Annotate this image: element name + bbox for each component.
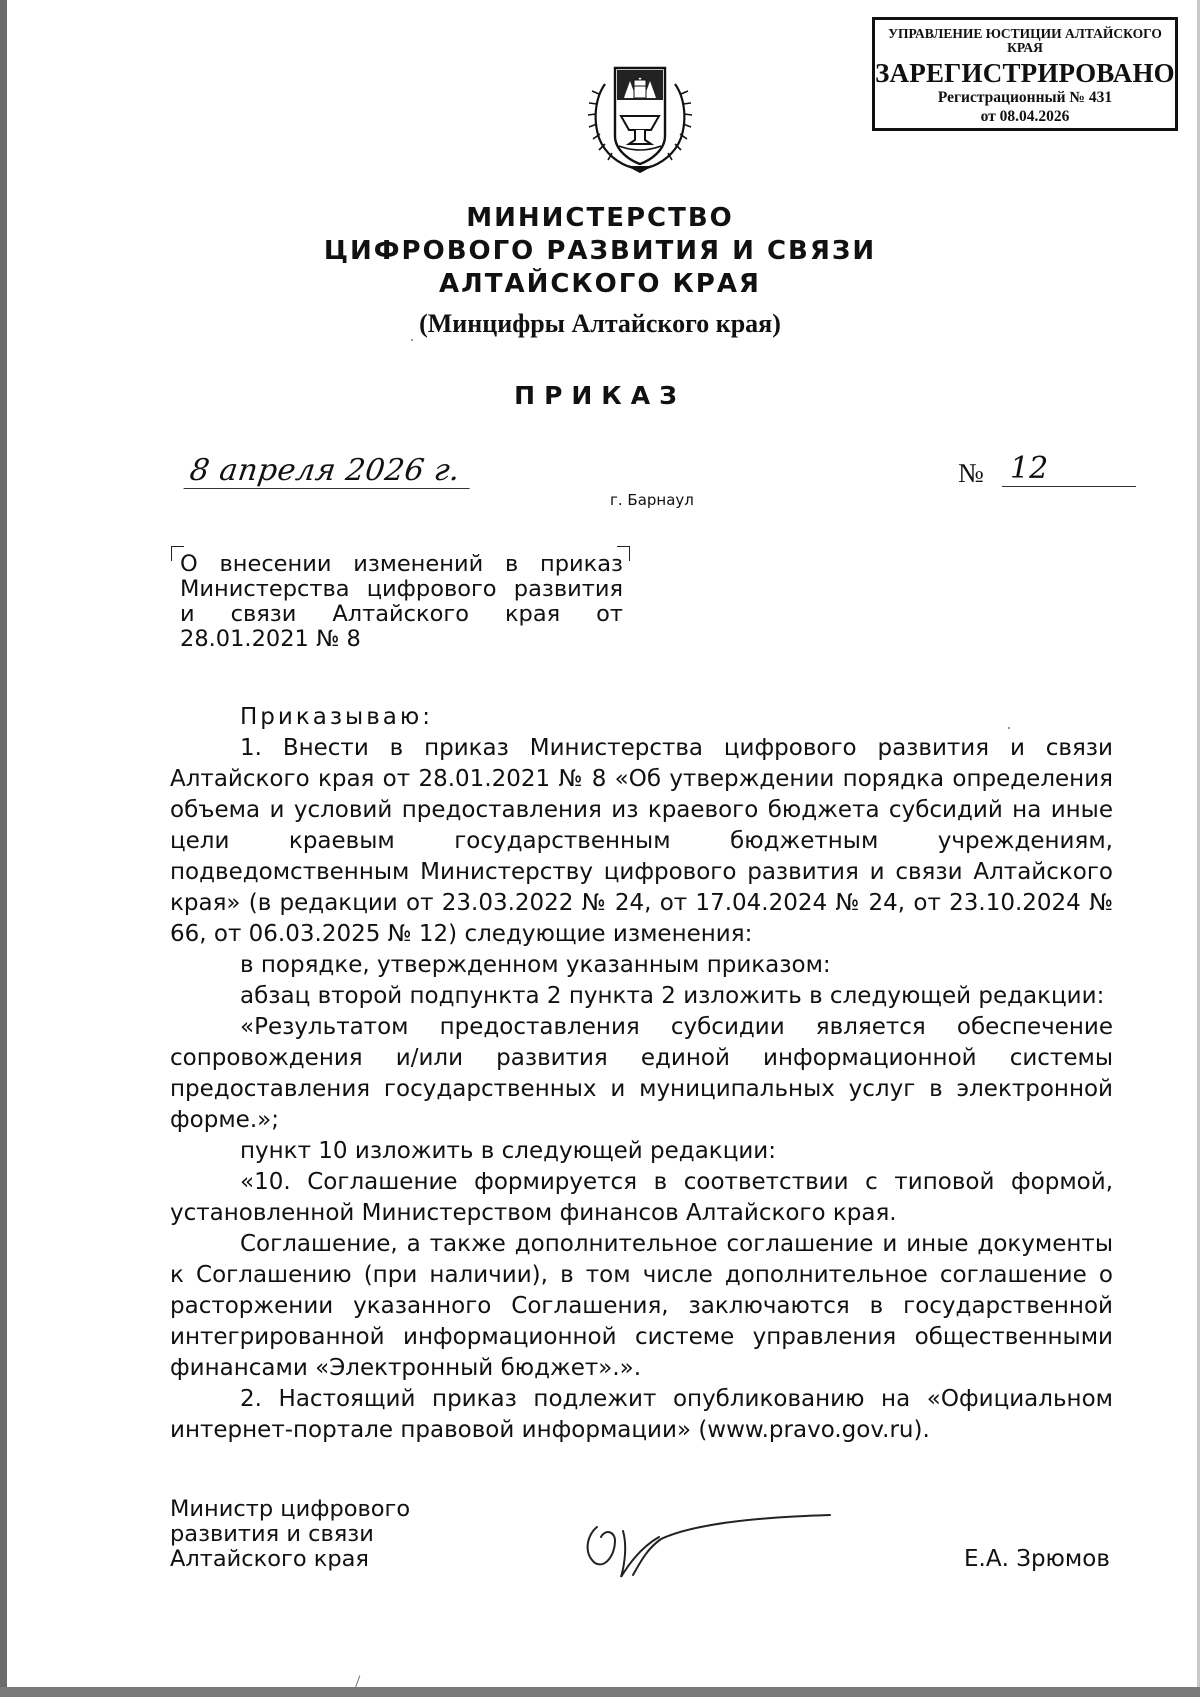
signer-position-line-2: развития и связи <box>170 1521 374 1547</box>
body-paragraph-6: «10. Соглашение формируется в соответствии с типовой формой, установленной Министерством финансов Алтайского края. <box>170 1169 1113 1226</box>
signer-position-line-3: Алтайского края <box>170 1546 369 1572</box>
order-body <box>170 702 1113 1446</box>
ministry-short-name: (Минцифры Алтайского края) <box>419 309 781 338</box>
order-date-handwritten: 8 апреля 2026 г. <box>184 454 475 489</box>
coat-of-arms-icon <box>585 58 695 178</box>
body-paragraph-3: абзац второй подпункта 2 пункта 2 изложить в следующей редакции: <box>240 983 1105 1009</box>
scan-speck <box>1008 727 1010 729</box>
scan-edge-bottom <box>0 1687 1200 1697</box>
body-paragraph-7: Соглашение, а также дополнительное соглашение и иные документы к Соглашению (при наличии), в том числе дополнительное соглашение о расторжении указанного Соглашения, заключаются в государственной интегрированной информационной системе управления общественными финансами «Электронный бюджет».». <box>170 1231 1113 1381</box>
body-lead: Приказываю: <box>240 704 433 730</box>
order-title: ПРИКАЗ <box>514 381 686 410</box>
ministry-name <box>0 202 1200 301</box>
scan-speck <box>411 339 413 341</box>
signer-name: Е.А. Зрюмов <box>964 1546 1110 1572</box>
signer-position <box>170 1497 410 1572</box>
body-paragraph-5: пункт 10 изложить в следующей редакции: <box>240 1138 776 1164</box>
handwritten-signature-icon <box>575 1505 835 1585</box>
stamp-reg-date: от 08.04.2026 <box>980 108 1070 125</box>
stamp-org: УПРАВЛЕНИЕ ЮСТИЦИИ АЛТАЙСКОГО КРАЯ <box>888 26 1162 55</box>
signer-position-line-1: Министр цифрового <box>170 1496 411 1522</box>
body-paragraph-1: 1. Внести в приказ Министерства цифрового развития и связи Алтайского края от 28.01.2021 № 8 «Об утверждении порядка определения объема и условий предоставления из краевого бюджета субсидий на иные цели краевым государственным бюджетным учреждениям, подведомственным Министерству цифрового развития и связи Алтайского края» (в редакции от 23.03.2022 № 24, от 17.04.2024 № 24, от 23.10.2024 № 66, от 06.03.2025 № 12) следующие изменения: <box>170 735 1113 947</box>
ministry-line-1: МИНИСТЕРСТВО <box>466 203 734 233</box>
order-city: г. Барнаул <box>610 491 694 509</box>
stamp-reg-number: Регистрационный № 431 <box>937 89 1113 106</box>
body-paragraph-2: в порядке, утвержденном указанным приказом: <box>240 952 831 978</box>
ministry-line-2: ЦИФРОВОГО РАЗВИТИЯ И СВЯЗИ <box>323 236 877 266</box>
registration-stamp <box>872 17 1178 131</box>
order-number-label: № <box>958 458 984 488</box>
ministry-line-3: АЛТАЙСКОГО КРАЯ <box>439 269 761 299</box>
order-subject: О внесении изменений в приказ Министерства цифрового развития и связи Алтайского края от 28.01.2021 № 8 <box>180 551 623 652</box>
body-paragraph-4: «Результатом предоставления субсидии является обеспечение сопровождения и/или развития единой информационной системы предоставления государственных и муниципальных услуг в электронной форме.»; <box>170 1014 1113 1133</box>
body-paragraph-8: 2. Настоящий приказ подлежит опубликованию на «Официальном интернет-портале правовой информации» (www.pravo.gov.ru). <box>170 1386 1113 1443</box>
stamp-title: ЗАРЕГИСТРИРОВАНО <box>875 58 1175 88</box>
order-number-handwritten: 12 <box>1002 452 1136 487</box>
